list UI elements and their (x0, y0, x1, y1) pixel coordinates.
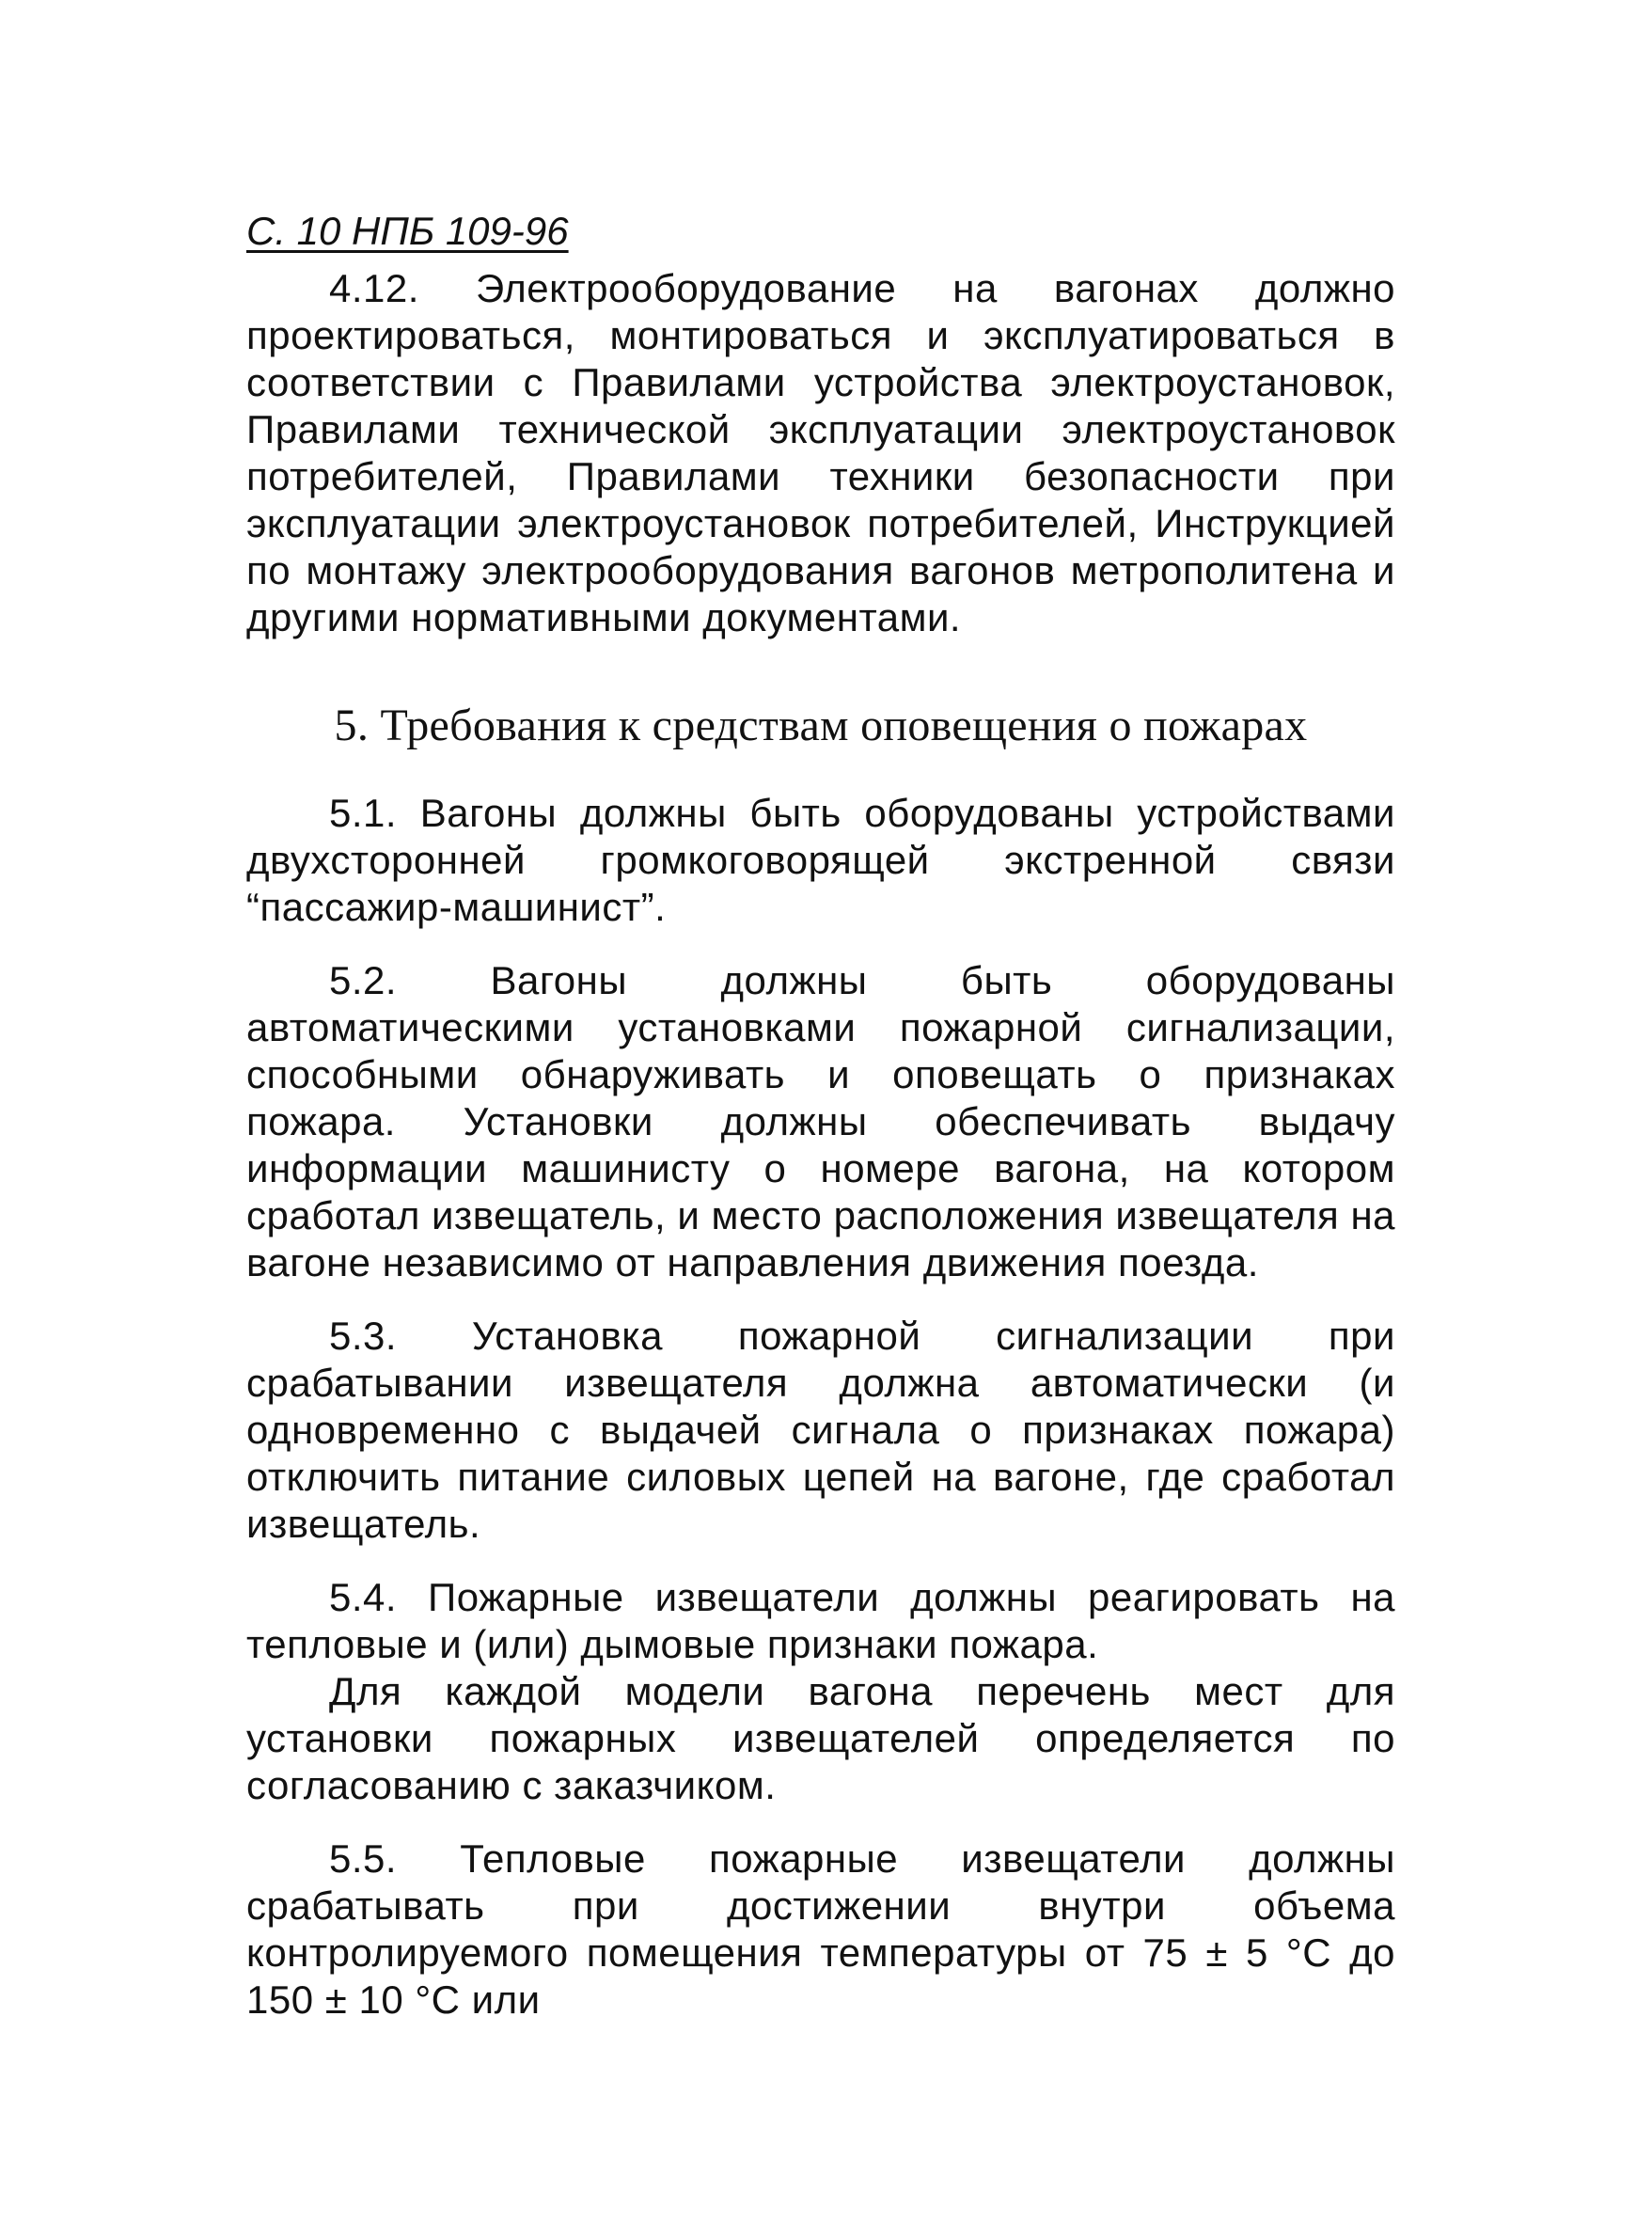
paragraph-4-12: 4.12. Электрооборудование на вагонах должно проектироваться, монтироваться и эксплуатироваться в соответствии с Правилами устройства электроустановок, Правилами технической эксплуатации электроустановок потребителей, Правилами техники безопасности при эксплуатации электроустановок потребителей, Инструкцией по монтажу электрооборудования вагонов метрополитена и другими нормативными документами. (246, 266, 1395, 639)
paragraph-5-5: 5.5. Тепловые пожарные извещатели должны срабатывать при достижении внутри объема контролируемого помещения температуры от 75 ± 5 °С до 150 ± 10 °С или (246, 1836, 1395, 2022)
page-header: С. 10 НПБ 109-96 (246, 209, 569, 253)
section-5-title: 5. Требования к средствам оповещения о пожарах (334, 701, 1308, 750)
paragraph-5-2: 5.2. Вагоны должны быть оборудованы автоматическими установками пожарной сигнализации, способными обнаруживать и оповещать о признаках пожара. Установки должны обеспечивать выдачу информации машинисту о номере вагона, на котором сработал извещатель, и место расположения извещателя на вагоне независимо от направления движения поезда. (246, 958, 1395, 1284)
document-body (246, 265, 1395, 2024)
paragraph-5-1: 5.1. Вагоны должны быть оборудованы устройствами двухсторонней громкоговорящей экстренной связи “пассажир-машинист”. (246, 791, 1395, 929)
paragraph-5-3: 5.3. Установка пожарной сигнализации при срабатывании извещателя должна автоматически (и одновременно с выдачей сигнала о признаках пожара) отключить питание силовых цепей на вагоне, где сработал извещатель. (246, 1314, 1395, 1546)
paragraph-5-4-continued: Для каждой модели вагона перечень мест для установки пожарных извещателей определяется по согласованию с заказчиком. (246, 1669, 1395, 1807)
paragraph-5-4: 5.4. Пожарные извещатели должны реагировать на тепловые и (или) дымовые признаки пожара. (246, 1575, 1395, 1666)
